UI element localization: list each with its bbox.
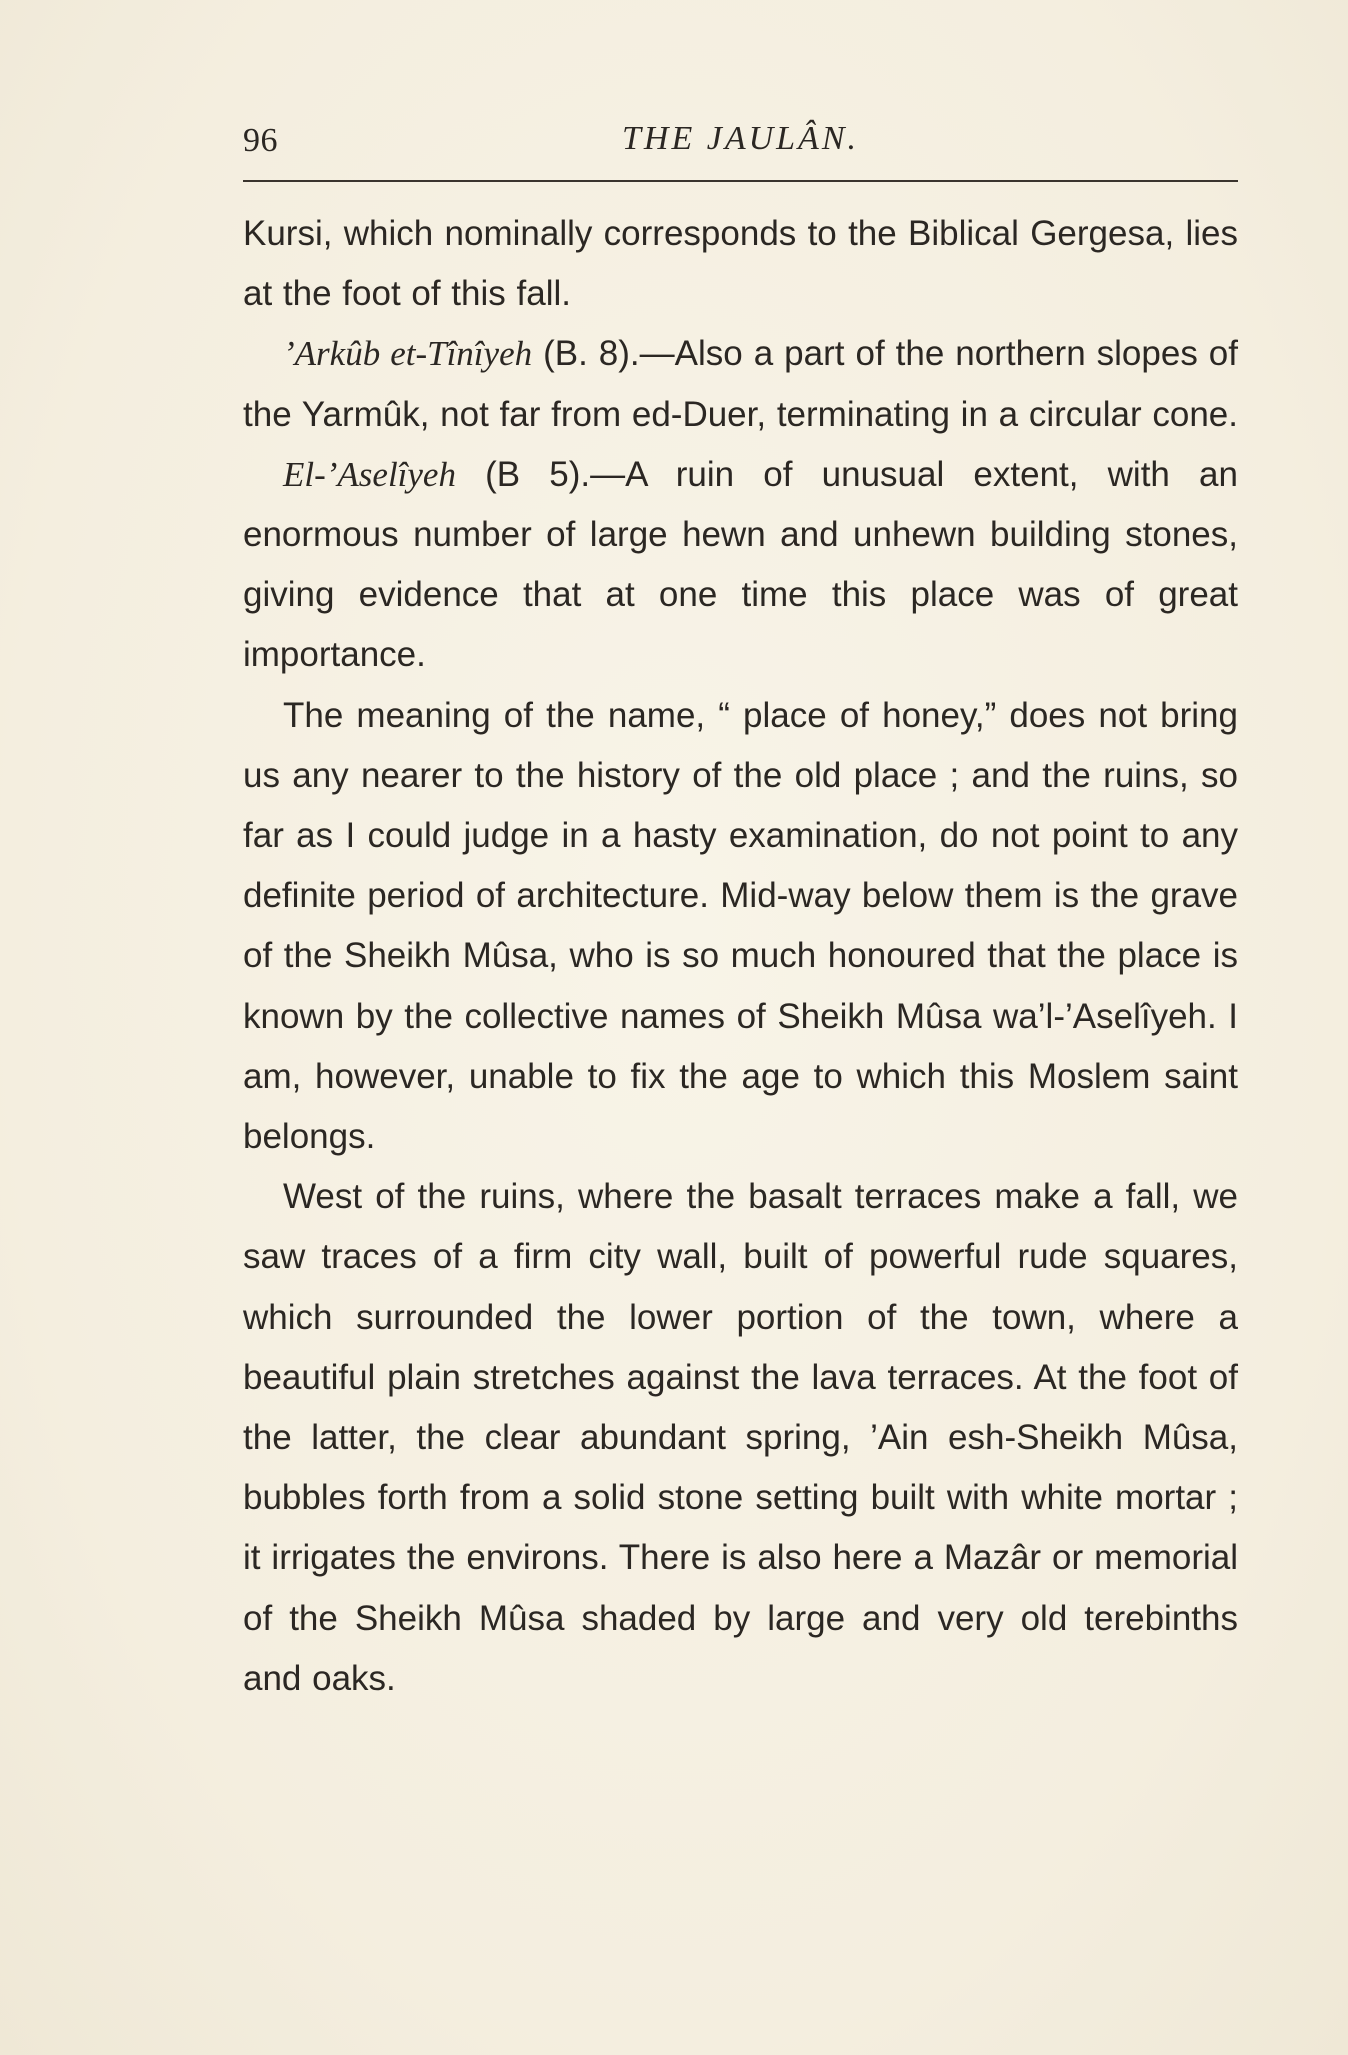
page-number: 96: [243, 122, 278, 159]
place-name-aseliyeh: El-’Aselîyeh: [283, 454, 456, 494]
paragraph-text: (B. 8).—Also a part of the northern slopes of the Yarmûk, not far from ed-Duer, terminating in a circular cone.: [243, 334, 1239, 434]
paragraph-text: The meaning of the name, “ place of honey,” does not bring us any nearer to the history of the old place ; and the ruins, so far as I could judge in a hasty examination, do not point to any definite period of architecture. Mid-way below them is the grave of the Sheikh Mûsa, who is so much honoured that the place is known by the collective names of Sheikh Mûsa wa’l-’Aselîyeh. I am, however, unable to fix the age to which this Moslem saint belongs.: [243, 695, 1238, 1157]
body-text: [243, 204, 1238, 1709]
paragraph-text: (B 5).—A ruin of unusual extent, with an enormous number of large hewn and unhewn building stones, giving evidence that at one time this place was of great importance.: [243, 454, 1238, 675]
paragraph-aseliyeh: [243, 445, 1238, 686]
place-name-arkub: ’Arkûb et-Tînîyeh: [283, 334, 533, 374]
paragraph-arkub: [243, 324, 1238, 444]
paragraph-text: Kursi, which nominally corresponds to the Biblical Gergesa, lies at the foot of this fall.: [243, 214, 1238, 314]
paragraph-kursi: [243, 204, 1238, 324]
paragraph-text: West of the ruins, where the basalt terraces make a fall, we saw traces of a firm city wall, built of powerful rude squares, which surrounded the lower portion of the town, where a beautiful plain stretches against the lava terraces. At the foot of the latter, the clear abundant spring, ’Ain esh-Sheikh Mûsa, bubbles forth from a solid stone setting built with white mortar ; it irrigates the environs. There is also here a Mazâr or memorial of the Sheikh Mûsa shaded by large and very old terebinths and oaks.: [243, 1177, 1238, 1698]
header-rule: [243, 180, 1238, 182]
running-title: THE JAULÂN.: [622, 120, 859, 157]
paragraph-west-ruins: [243, 1167, 1238, 1709]
page-header: [243, 120, 1238, 172]
paragraph-meaning: [243, 686, 1238, 1168]
